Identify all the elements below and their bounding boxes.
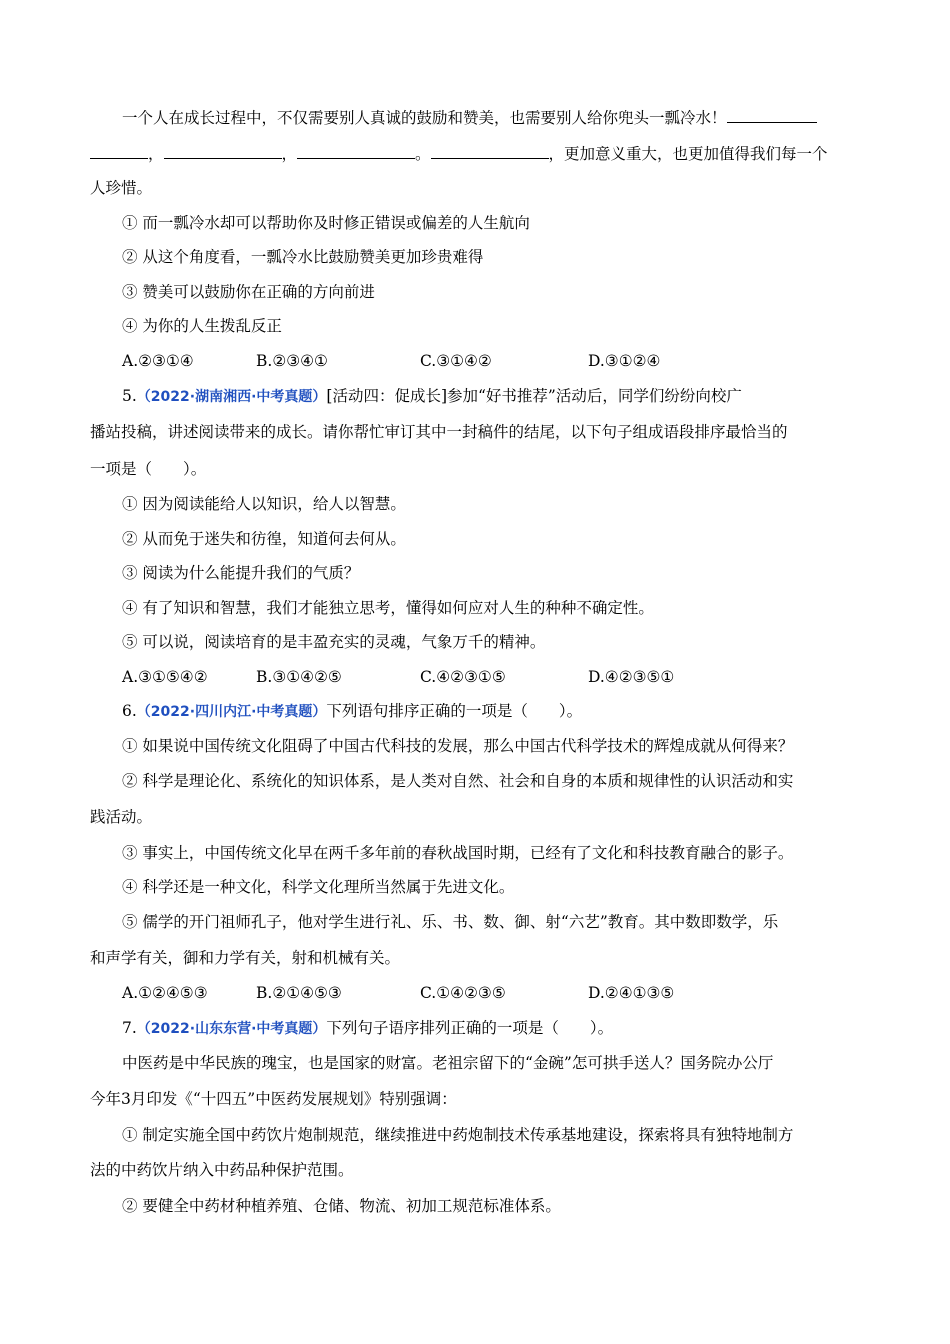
q4-item: ① 而一瓢冷水却可以帮助你及时修正错误或偏差的人生航向 xyxy=(122,214,530,232)
option-b[interactable]: B.②③④① xyxy=(256,352,328,370)
q7-paragraph: 中医药是中华民族的瑰宝，也是国家的财富。老祖宗留下的“金碗”怎可拱手送人？国务院办公厅 xyxy=(122,1054,774,1072)
q6-item-cont: 践活动。 xyxy=(90,808,153,826)
intro-line-3: 人珍惜。 xyxy=(90,179,153,197)
q4-item: ④ 为你的人生拨乱反正 xyxy=(122,317,282,335)
question-source: （2022·四川内江·中考真题） xyxy=(136,704,327,720)
answer-blank[interactable] xyxy=(164,142,282,159)
answer-blank[interactable] xyxy=(431,142,549,159)
q7-heading xyxy=(122,1017,850,1040)
option-c[interactable]: C.③①④② xyxy=(420,352,492,370)
option-c[interactable]: C.④②③①⑤ xyxy=(420,668,506,686)
q7-item: ② 要健全中药材种植养殖、仓储、物流、初加工规范标准体系。 xyxy=(122,1197,561,1215)
question-text: 下列句子语序排列正确的一项是（ ）。 xyxy=(326,1019,614,1037)
answer-blank[interactable] xyxy=(297,142,415,159)
q7-item-cont: 法的中药饮片纳入中药品种保护范围。 xyxy=(90,1161,354,1179)
option-a[interactable]: A.①②④⑤③ xyxy=(122,984,208,1002)
q6-heading xyxy=(122,700,850,723)
question-number: 5. xyxy=(122,387,137,405)
q5-item: ⑤ 可以说，阅读培育的是丰盈充实的灵魂，气象万千的精神。 xyxy=(122,633,546,651)
option-b[interactable]: B.②①④⑤③ xyxy=(256,984,342,1002)
q4-item: ② 从这个角度看，一瓢冷水比鼓励赞美更加珍贵难得 xyxy=(122,248,484,266)
option-a[interactable]: A.③①⑤④② xyxy=(122,668,208,686)
q6-item: ⑤ 儒学的开门祖师孔子，他对学生进行礼、乐、书、数、御、射“六艺”教育。其中数即数学，乐 xyxy=(122,913,779,931)
q6-item: ③ 事实上，中国传统文化早在两千多年前的春秋战国时期，已经有了文化和科技教育融合的影子。 xyxy=(122,844,794,862)
option-a[interactable]: A.②③①④ xyxy=(122,352,194,370)
option-c[interactable]: C.①④②③⑤ xyxy=(420,984,506,1002)
intro-line-1 xyxy=(122,106,850,129)
question-text: [活动四：促成长]参加“好书推荐”活动后，同学们纷纷向校广 xyxy=(326,387,742,405)
question-number: 7. xyxy=(122,1019,137,1037)
question-text: 下列语句排序正确的一项是（ ）。 xyxy=(326,702,583,720)
option-d[interactable]: D.④②③⑤① xyxy=(588,668,675,686)
q7-paragraph-cont: 今年3月印发《“十四五”中医药发展规划》特别强调： xyxy=(90,1090,457,1108)
q5-text-line: 一项是（ ）。 xyxy=(90,460,207,478)
question-source: （2022·山东东营·中考真题） xyxy=(136,1021,327,1037)
q5-item: ④ 有了知识和智慧，我们才能独立思考，懂得如何应对人生的种种不确定性。 xyxy=(122,599,654,617)
question-source: （2022·湖南湘西·中考真题） xyxy=(136,389,327,405)
option-b[interactable]: B.③①④②⑤ xyxy=(256,668,342,686)
q5-heading xyxy=(122,385,850,408)
q5-item: ③ 阅读为什么能提升我们的气质？ xyxy=(122,564,360,582)
q5-item: ② 从而免于迷失和彷徨，知道何去何从。 xyxy=(122,530,406,548)
intro-text: 一个人在成长过程中，不仅需要别人真诚的鼓励和赞美，也需要别人给你兜头一瓢冷水！ xyxy=(122,109,727,127)
answer-blank[interactable] xyxy=(727,106,817,123)
q6-item: ④ 科学还是一种文化，科学文化理所当然属于先进文化。 xyxy=(122,878,515,896)
q6-item-cont: 和声学有关，御和力学有关，射和机械有关。 xyxy=(90,949,401,967)
q5-text-line: 播站投稿，讲述阅读带来的成长。请你帮忙审订其中一封稿件的结尾，以下句子组成语段排序最恰当的 xyxy=(90,423,788,441)
intro-line-2: ， ， 。 ，更加意义重大，也更加值得我们每一个 xyxy=(90,142,850,165)
option-d[interactable]: D.③①②④ xyxy=(588,352,661,370)
q5-item: ① 因为阅读能给人以知识，给人以智慧。 xyxy=(122,495,406,513)
q4-item: ③ 赞美可以鼓励你在正确的方向前进 xyxy=(122,283,375,301)
question-number: 6. xyxy=(122,702,137,720)
option-d[interactable]: D.②④①③⑤ xyxy=(588,984,675,1002)
answer-blank[interactable] xyxy=(90,142,148,159)
q6-item: ② 科学是理论化、系统化的知识体系，是人类对自然、社会和自身的本质和规律性的认识活动和实 xyxy=(122,772,794,790)
q6-item: ① 如果说中国传统文化阻碍了中国古代科技的发展，那么中国古代科学技术的辉煌成就从何得来？ xyxy=(122,737,794,755)
q7-item: ① 制定实施全国中药饮片炮制规范，继续推进中药炮制技术传承基地建设，探索将具有独特地制方 xyxy=(122,1126,794,1144)
